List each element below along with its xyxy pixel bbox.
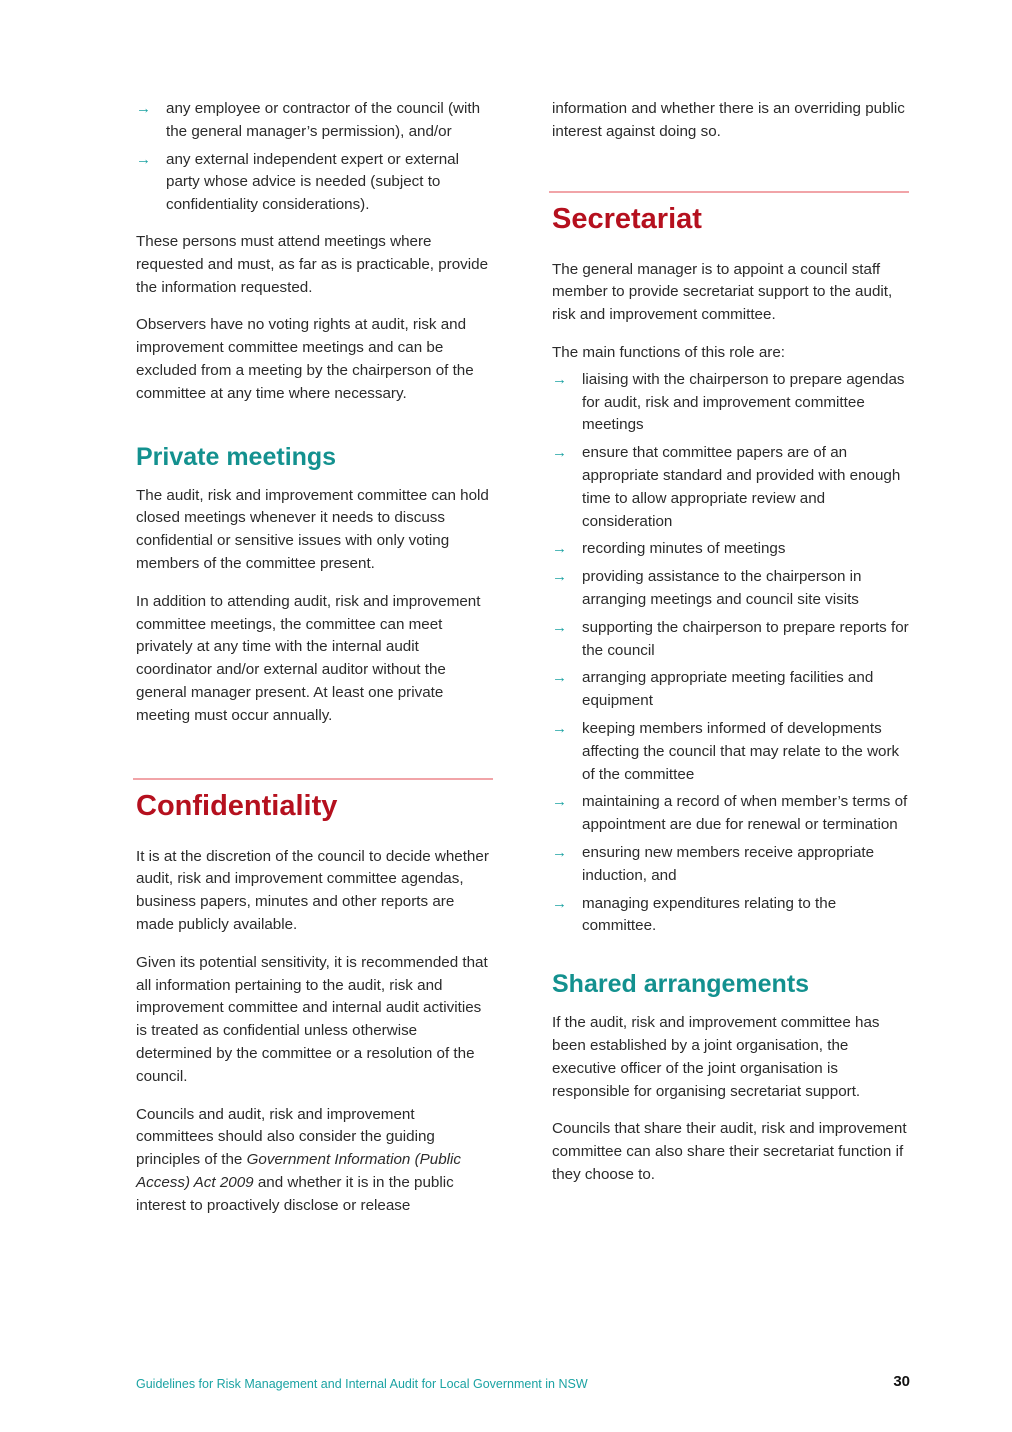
bullet-list-secretariat-functions [552, 369, 912, 938]
arrow-right-icon: → [552, 793, 567, 811]
paragraph: Councils that share their audit, risk and improvement committee can also share their secretariat function if they choose to. [552, 1120, 907, 1183]
list-item [136, 98, 496, 144]
arrow-right-icon: → [136, 150, 151, 168]
bullet-list-observers [136, 98, 496, 217]
list-item [552, 369, 912, 437]
list-item [552, 667, 912, 713]
list-item-text: managing expenditures relating to the committee. [582, 894, 837, 935]
arrow-right-icon: → [552, 568, 567, 586]
paragraph: information and whether there is an overriding public interest against doing so. [552, 100, 905, 140]
list-item [552, 617, 912, 663]
list-item-text: any external independent expert or external party whose advice is needed (subject to confidentiality considerations). [166, 150, 459, 214]
list-item-text: arranging appropriate meeting facilities and equipment [582, 669, 874, 710]
arrow-right-icon: → [552, 370, 567, 388]
list-item-text: supporting the chairperson to prepare reports for the council [582, 618, 909, 659]
section-heading-private-meetings: Private meetings [136, 442, 337, 471]
list-item [552, 566, 912, 612]
arrow-right-icon: → [552, 444, 567, 462]
arrow-right-icon: → [552, 618, 567, 636]
paragraph: It is at the discretion of the council to decide whether audit, risk and improvement committee agendas, business papers, minutes and other reports are made publicly available. [136, 847, 489, 933]
right-column [552, 98, 912, 1202]
list-item [136, 149, 496, 217]
paragraph [136, 1104, 496, 1218]
list-item-text: keeping members informed of developments affecting the council that may relate to the work of the committee [582, 719, 900, 783]
arrow-right-icon: → [552, 843, 567, 861]
left-column [136, 98, 496, 1232]
section-heading-confidentiality: Confidentiality [136, 789, 338, 822]
list-item [552, 791, 912, 837]
arrow-right-icon: → [552, 894, 567, 912]
arrow-right-icon: → [552, 719, 567, 737]
section-heading-shared-arrangements: Shared arrangements [552, 970, 810, 999]
footer-document-title: Guidelines for Risk Management and Internal Audit for Local Government in NSW [136, 1377, 588, 1391]
arrow-right-icon: → [136, 100, 151, 117]
page-number: 30 [893, 1373, 910, 1390]
paragraph: Observers have no voting rights at audit, risk and improvement committee meetings and can be excluded from a meeting by the chairperson of the committee at any time where necessary. [136, 316, 474, 402]
list-item [552, 842, 912, 888]
list-item-text: ensure that committee papers are of an appropriate standard and provided with enough time to allow appropriate review and consideration [582, 444, 901, 530]
list-item-text: maintaining a record of when member’s terms of appointment are due for renewal or termination [582, 793, 908, 834]
list-item-text: recording minutes of meetings [582, 540, 786, 558]
section-heading-secretariat: Secretariat [552, 202, 702, 235]
list-item-text: providing assistance to the chairperson in arranging meetings and council site visits [582, 568, 862, 608]
list-item-text: any employee or contractor of the council (with the general manager’s permission), and/or [166, 100, 481, 140]
arrow-right-icon: → [552, 540, 567, 558]
paragraph: Given its potential sensitivity, it is recommended that all information pertaining to the audit, risk and improvement committee and internal audit activities is treated as confidential unless otherwise determined by the committee or a resolution of the council. [136, 953, 488, 1085]
act-title: Government Information (Public Access) Act 2009 [136, 1151, 461, 1191]
list-item-text: ensuring new members receive appropriate induction, and [582, 843, 875, 884]
paragraph: If the audit, risk and improvement committee has been established by a joint organisation, the executive officer of the joint organisation is responsible for organising secretariat support. [552, 1014, 880, 1100]
arrow-right-icon: → [552, 669, 567, 687]
list-item [552, 538, 912, 561]
paragraph: The main functions of this role are: [552, 343, 785, 361]
paragraph: In addition to attending audit, risk and improvement committee meetings, the committee can meet privately at any time with the internal audit coordinator and/or external auditor without the general manager present. At least one private meeting must occur annually. [136, 592, 481, 724]
list-item [552, 442, 912, 533]
list-item [552, 893, 912, 939]
paragraph: The general manager is to appoint a council staff member to provide secretariat support to the audit, risk and improvement committee. [552, 260, 893, 324]
list-item [552, 718, 912, 786]
list-item-text: liaising with the chairperson to prepare agendas for audit, risk and improvement committee meetings [582, 370, 905, 434]
paragraph-text: and whether it is in the public interest to proactively disclose or release [136, 1173, 454, 1214]
paragraph: The audit, risk and improvement committee can hold closed meetings whenever it needs to discuss confidential or sensitive issues with only voting members of the committee present. [136, 486, 489, 572]
paragraph: These persons must attend meetings where requested and must, as far as is practicable, provide the information requested. [136, 232, 489, 296]
paragraph-text: Councils and audit, risk and improvement committees should also consider the guiding principles of the [136, 1105, 435, 1169]
